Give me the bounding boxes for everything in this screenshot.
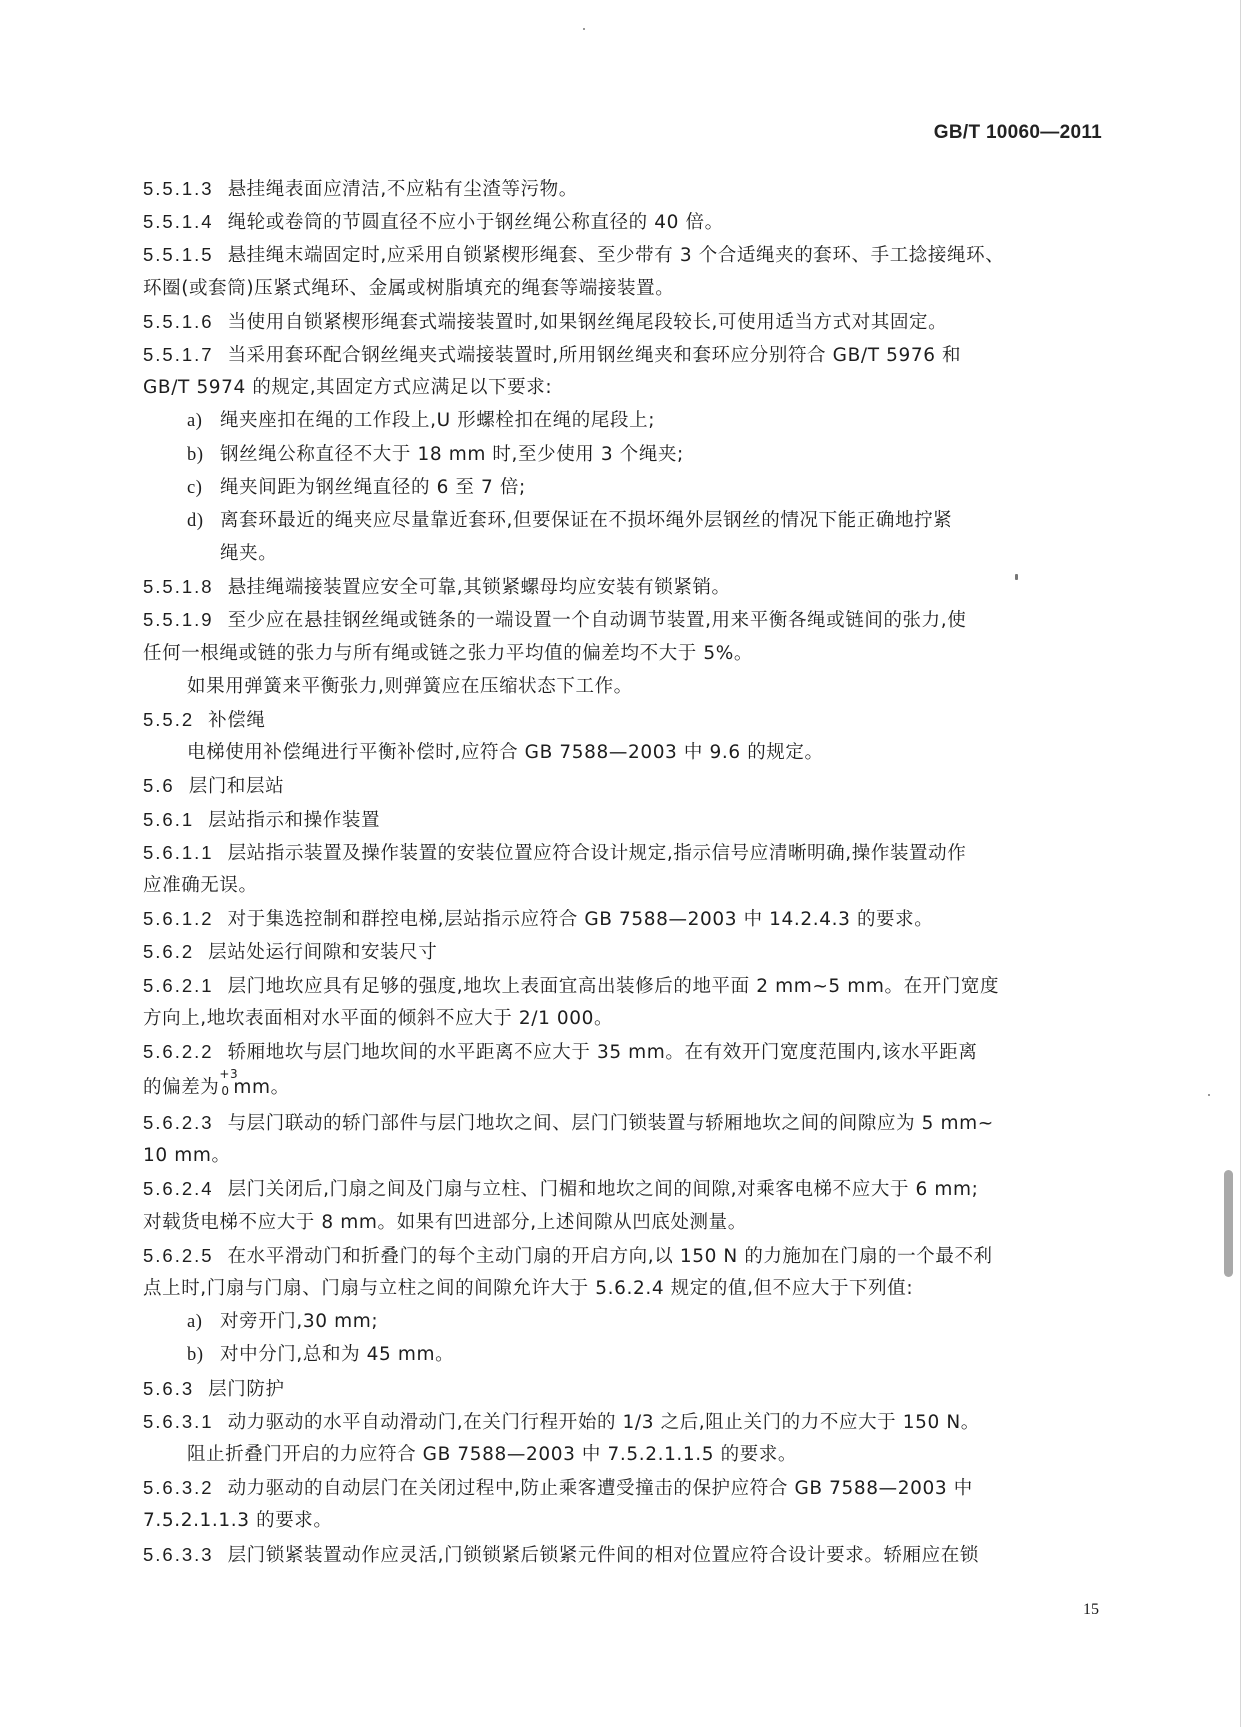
clause-text: 方向上,地坎表面相对水平面的倾斜不应大于 2/1 000。 xyxy=(143,1007,614,1029)
clause-number: 5.5.1.9 xyxy=(143,609,214,631)
section-heading xyxy=(143,803,1105,836)
clause-text: 动力驱动的自动层门在关闭过程中,防止乘客遭受撞击的保护应符合 GB 7588—2003 中 xyxy=(227,1478,973,1500)
clause-text: 与层门联动的轿门部件与层门地坎之间、层门门锁装置与轿厢地坎之间的间隙应为 5 mm~ xyxy=(227,1113,994,1135)
clause-line xyxy=(143,570,1105,603)
clause-number: 5.6.2 xyxy=(143,941,195,963)
clause-text: 层站指示装置及操作装置的安装位置应符合设计规定,指示信号应清晰明确,操作装置动作 xyxy=(227,842,967,864)
clause-continuation xyxy=(143,869,1105,902)
clause-number: 5.6 xyxy=(143,775,175,797)
clause-number: 5.5.1.6 xyxy=(143,310,214,332)
clause-line xyxy=(143,1106,1105,1139)
clause-number: 5.6.2.3 xyxy=(143,1112,214,1134)
clause-line xyxy=(143,1538,1105,1571)
clause-text: 轿厢地坎与层门地坎间的水平距离不应大于 35 mm。在有效开门宽度范围内,该水平距离 xyxy=(227,1041,978,1063)
list-item xyxy=(143,404,1105,437)
section-heading xyxy=(143,703,1105,736)
clause-line xyxy=(143,305,1105,338)
clause-number: 5.5.1.4 xyxy=(143,211,214,233)
section-heading xyxy=(143,935,1105,968)
clause-text: 对于集选控制和群控电梯,层站指示应符合 GB 7588—2003 中 14.2.4.3 的要求。 xyxy=(227,909,934,931)
clause-number: 5.6.1 xyxy=(143,808,195,830)
section-heading xyxy=(143,1372,1105,1405)
clause-text: 环圈(或套筒)压紧式绳环、金属或树脂填充的绳套等端接装置。 xyxy=(143,277,675,299)
clause-number: 5.6.3 xyxy=(143,1377,195,1399)
clause-text: 绳轮或卷筒的节圆直径不应小于钢丝绳公称直径的 40 倍。 xyxy=(227,212,724,234)
clause-line xyxy=(143,1172,1105,1205)
heading-text: 补偿绳 xyxy=(208,710,266,731)
list-label: a) xyxy=(187,1312,203,1333)
tolerance-upper: +3 xyxy=(219,1067,239,1082)
clause-line xyxy=(143,836,1105,869)
clause-continuation xyxy=(143,1504,1105,1537)
scan-speck xyxy=(1208,1094,1210,1096)
tolerance-lower: 0 xyxy=(221,1084,230,1099)
clause-text: 悬挂绳末端固定时,应采用自锁紧楔形绳套、至少带有 3 个合适绳夹的套环、手工捻接绳环、 xyxy=(227,245,1005,267)
clause-text: 层门关闭后,门扇之间及门扇与立柱、门楣和地坎之间的间隙,对乘客电梯不应大于 6 mm; xyxy=(227,1179,979,1201)
clause-text: 任何一根绳或链的张力与所有绳或链之张力平均值的偏差均不大于 5%。 xyxy=(143,642,754,664)
standard-code-header: GB/T 10060—2011 xyxy=(933,122,1102,143)
clause-number: 5.6.2.2 xyxy=(143,1040,214,1062)
clause-number: 5.5.1.8 xyxy=(143,576,214,598)
clause-text: 7.5.2.1.1.3 的要求。 xyxy=(143,1510,333,1532)
clause-text: 点上时,门扇与门扇、门扇与立柱之间的间隙允许大于 5.6.2.4 规定的值,但不应大于下列值: xyxy=(143,1278,914,1299)
clause-text: 层门地坎应具有足够的强度,地坎上表面宜高出装修后的地平面 2 mm~5 mm。在开门宽度 xyxy=(227,975,1000,997)
clause-line xyxy=(143,172,1105,205)
clause-line xyxy=(143,1405,1105,1438)
clause-text: mm。 xyxy=(233,1077,290,1099)
clause-number: 5.5.1.3 xyxy=(143,178,214,199)
clause-number: 5.6.2.4 xyxy=(143,1178,214,1200)
list-text: 对中分门,总和为 45 mm。 xyxy=(220,1344,455,1366)
clause-text: 层门锁紧装置动作应灵活,门锁锁紧后锁紧元件间的相对位置应符合设计要求。轿厢应在锁 xyxy=(227,1544,979,1566)
clause-line xyxy=(143,902,1105,935)
clause-number: 5.6.1.1 xyxy=(143,841,214,863)
clause-paragraph xyxy=(143,670,1105,703)
clause-number: 5.5.1.5 xyxy=(143,244,214,266)
clause-continuation xyxy=(143,637,1105,670)
tolerance-line xyxy=(143,1068,1105,1106)
clause-number: 5.6.3.3 xyxy=(143,1543,214,1565)
heading-text: 层门和层站 xyxy=(188,776,285,798)
clause-text: 当使用自锁紧楔形绳套式端接装置时,如果钢丝绳尾段较长,可使用适当方式对其固定。 xyxy=(227,311,948,333)
list-item xyxy=(143,504,1105,537)
clause-text: GB/T 5974 的规定,其固定方式应满足以下要求: xyxy=(143,377,553,399)
list-item xyxy=(143,471,1105,504)
clause-number: 5.6.3.2 xyxy=(143,1477,214,1499)
clause-continuation xyxy=(143,1272,1105,1305)
clause-number: 5.6.3.1 xyxy=(143,1410,214,1432)
vertical-scrollbar-thumb[interactable] xyxy=(1224,1170,1233,1277)
clause-text: 10 mm。 xyxy=(143,1145,231,1167)
list-label: b) xyxy=(187,444,204,465)
clause-line xyxy=(143,205,1105,238)
clause-number: 5.6.1.2 xyxy=(143,908,214,930)
clause-text: 动力驱动的水平自动滑动门,在关门行程开始的 1/3 之后,阻止关门的力不应大于 150 N。 xyxy=(227,1411,980,1433)
clause-paragraph xyxy=(143,1438,1105,1471)
list-label: a) xyxy=(187,411,203,432)
list-label: d) xyxy=(187,510,204,531)
list-text: 对旁开门,30 mm; xyxy=(220,1311,379,1333)
list-text: 离套环最近的绳夹应尽量靠近套环,但要保证在不损坏绳外层钢丝的情况下能正确地拧紧 xyxy=(220,509,953,531)
clause-text: 对载货电梯不应大于 8 mm。如果有凹进部分,上述间隙从凹底处测量。 xyxy=(143,1211,747,1233)
list-item xyxy=(143,1305,1105,1338)
clause-line xyxy=(143,1035,1105,1068)
clause-text: 的偏差为 xyxy=(143,1077,220,1099)
list-text: 钢丝绳公称直径不大于 18 mm 时,至少使用 3 个绳夹; xyxy=(220,443,684,465)
scan-speck xyxy=(583,28,585,30)
list-text: 绳夹。 xyxy=(220,543,278,565)
list-item xyxy=(143,438,1105,471)
heading-text: 层门防护 xyxy=(208,1378,285,1400)
page-number: 15 xyxy=(1083,1601,1099,1618)
clause-line xyxy=(143,1239,1105,1272)
clause-continuation xyxy=(143,272,1105,305)
clause-line xyxy=(143,338,1105,371)
clause-text: 电梯使用补偿绳进行平衡补偿时,应符合 GB 7588—2003 中 9.6 的规定。 xyxy=(187,742,824,764)
tolerance-notation xyxy=(219,1067,239,1099)
list-label: b) xyxy=(187,1345,204,1366)
document-body xyxy=(143,172,1105,1571)
clause-text: 当采用套环配合钢丝绳夹式端接装置时,所用钢丝绳夹和套环应分别符合 GB/T 5976 和 xyxy=(227,344,962,366)
clause-text: 至少应在悬挂钢丝绳或链条的一端设置一个自动调节装置,用来平衡各绳或链间的张力,使 xyxy=(227,610,967,632)
clause-text: 如果用弹簧来平衡张力,则弹簧应在压缩状态下工作。 xyxy=(187,675,633,697)
clause-text: 阻止折叠门开启的力应符合 GB 7588—2003 中 7.5.2.1.1.5 的要求。 xyxy=(187,1443,798,1465)
list-text: 绳夹座扣在绳的工作段上,U 形螺栓扣在绳的尾段上; xyxy=(220,410,656,432)
clause-continuation xyxy=(143,371,1105,404)
list-label: c) xyxy=(187,477,203,498)
clause-line xyxy=(143,969,1105,1002)
clause-number: 5.6.2.5 xyxy=(143,1244,214,1266)
clause-line xyxy=(143,1471,1105,1504)
list-item-continuation xyxy=(143,537,1105,570)
list-item xyxy=(143,1338,1105,1371)
clause-number: 5.5.2 xyxy=(143,709,195,730)
clause-number: 5.5.1.7 xyxy=(143,343,214,365)
heading-text: 层站指示和操作装置 xyxy=(208,809,381,831)
clause-number: 5.6.2.1 xyxy=(143,974,214,996)
clause-continuation xyxy=(143,1002,1105,1035)
clause-paragraph xyxy=(143,736,1105,769)
clause-text: 应准确无误。 xyxy=(143,874,258,896)
clause-line xyxy=(143,603,1105,636)
clause-line xyxy=(143,238,1105,271)
clause-text: 悬挂绳表面应清洁,不应粘有尘渣等污物。 xyxy=(227,179,578,200)
clause-text: 在水平滑动门和折叠门的每个主动门扇的开启方向,以 150 N 的力施加在门扇的一个最不利 xyxy=(227,1245,993,1267)
clause-continuation xyxy=(143,1139,1105,1172)
clause-text: 悬挂绳端接装置应安全可靠,其锁紧螺母均应安装有锁紧销。 xyxy=(227,577,731,599)
heading-text: 层站处运行间隙和安装尺寸 xyxy=(208,942,438,964)
list-text: 绳夹间距为钢丝绳直径的 6 至 7 倍; xyxy=(220,476,526,498)
clause-continuation xyxy=(143,1206,1105,1239)
section-heading xyxy=(143,769,1105,802)
